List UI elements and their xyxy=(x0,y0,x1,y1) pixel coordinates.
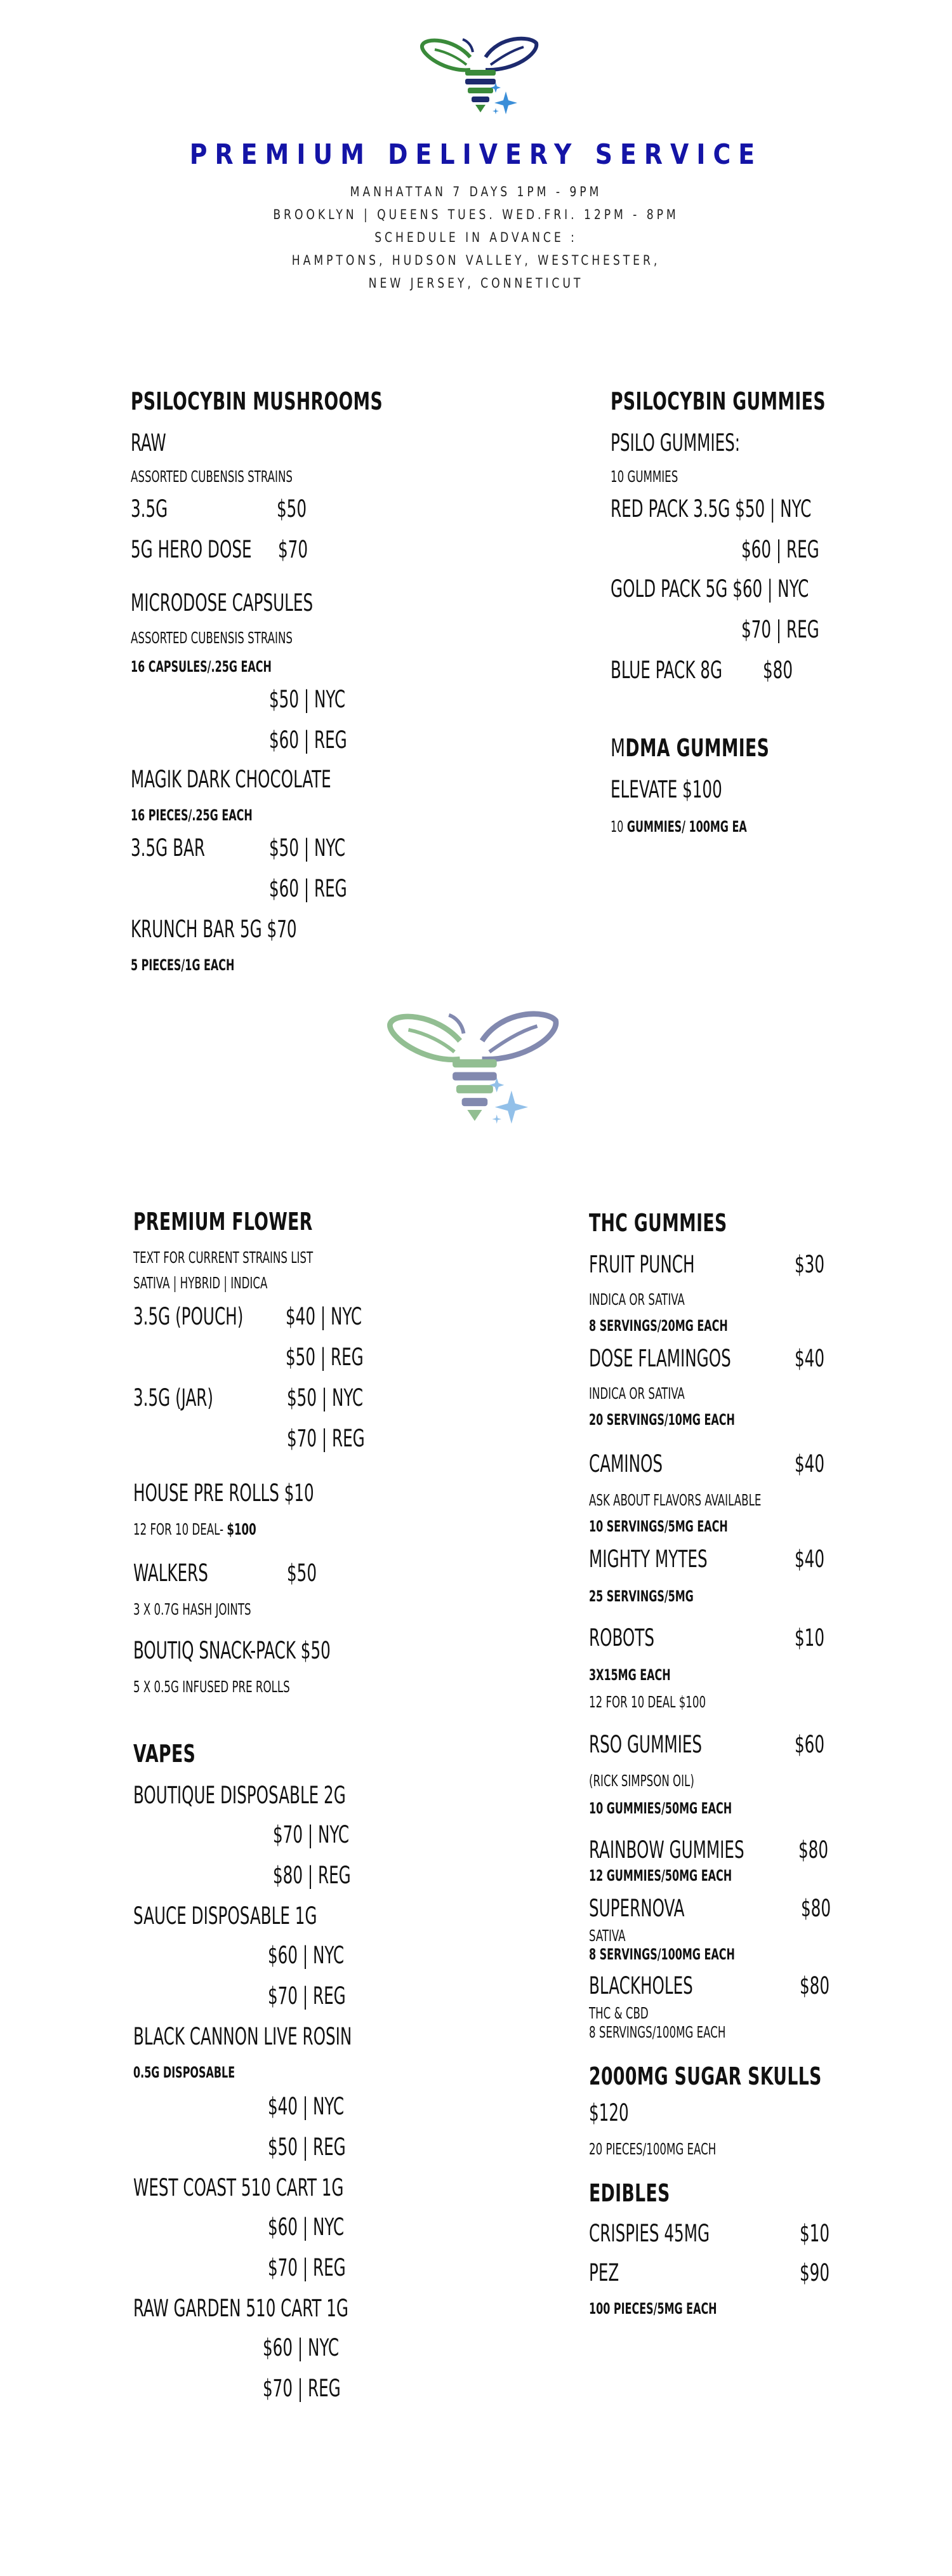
item-price: $50 | REG xyxy=(268,2133,346,2161)
item-note: 0.5G DISPOSABLE xyxy=(133,2064,235,2081)
item-name: CAMINOS xyxy=(589,1450,663,1478)
item-price: $50 xyxy=(287,1559,317,1587)
item-note: 10 GUMMIES/ 100MG EA xyxy=(611,818,747,836)
item-name: BLACKHOLES xyxy=(589,1972,693,1999)
item-note: (RICK SIMPSON OIL) xyxy=(589,1772,694,1790)
item-price: $80 xyxy=(763,657,793,684)
item-price: $30 xyxy=(795,1251,825,1278)
item-name: 3.5G BAR xyxy=(131,834,205,862)
item-note: ASSORTED CUBENSIS STRAINS xyxy=(131,629,293,647)
item-note: 8 SERVINGS/20MG EACH xyxy=(589,1317,728,1335)
page-title: PREMIUM DELIVERY SERVICE xyxy=(189,138,763,171)
section-title-flower: PREMIUM FLOWER xyxy=(133,1208,313,1236)
item-price: $50 | NYC xyxy=(269,686,346,713)
item-note: 10 SERVINGS/5MG EACH xyxy=(589,1518,728,1535)
item-note: 16 CAPSULES/.25G EACH xyxy=(131,658,272,676)
item-price: $80 xyxy=(801,1895,831,1922)
item-price: $70 | REG xyxy=(287,1425,365,1452)
item-note: 16 PIECES/.25G EACH xyxy=(131,806,253,824)
item-snack-pack: BOUTIQ SNACK-PACK $50 xyxy=(133,1637,331,1664)
item-note: 3 X 0.7G HASH JOINTS xyxy=(133,1600,251,1618)
item-note: THC & CBD xyxy=(589,2004,649,2022)
item-note: SATIVA xyxy=(589,1926,626,1945)
item-price: $80 xyxy=(800,1972,830,1999)
item-name: SUPERNOVA xyxy=(589,1895,685,1922)
item-pre-rolls: HOUSE PRE ROLLS $10 xyxy=(133,1479,314,1507)
item-name: SAUCE DISPOSABLE 1G xyxy=(133,1902,317,1930)
areas-line-1: HAMPTONS, HUDSON VALLEY, WESTCHESTER, xyxy=(291,253,661,268)
item-price: $90 xyxy=(800,2259,830,2286)
item-price: $40 xyxy=(795,1545,825,1573)
item-price: $70 | REG xyxy=(268,2254,346,2281)
item-price: $60 | REG xyxy=(269,726,347,754)
item-name: WALKERS xyxy=(133,1559,208,1587)
item-price: $60 xyxy=(795,1731,825,1758)
item-note: ASSORTED CUBENSIS STRAINS xyxy=(131,467,293,486)
item-note: INDICA OR SATIVA xyxy=(589,1384,685,1403)
item-note: 12 FOR 10 DEAL- $100 xyxy=(133,1520,256,1538)
areas-line-2: NEW JERSEY, CONNETICUT xyxy=(368,276,584,291)
item-name: WEST COAST 510 CART 1G xyxy=(133,2174,344,2201)
item-note: 20 PIECES/100MG EACH xyxy=(589,2140,717,2158)
item-price: $70 | REG xyxy=(268,1982,346,2010)
hours-brooklyn-queens: BROOKLYN | QUEENS TUES. WED.FRI. 12PM - 8PM xyxy=(273,207,679,222)
item-price: $10 xyxy=(800,2220,830,2247)
item-name: 3.5G xyxy=(131,495,168,523)
section-title-edibles: EDIBLES xyxy=(589,2179,670,2207)
section-title-thc-gummies: THC GUMMIES xyxy=(589,1209,727,1237)
item-name: RAW GARDEN 510 CART 1G xyxy=(133,2295,348,2322)
item-note: 10 GUMMIES xyxy=(611,467,678,486)
item-note: 10 GUMMIES/50MG EACH xyxy=(589,1799,732,1817)
item-price: $70 | REG xyxy=(741,616,819,643)
hours-manhattan: MANHATTAN 7 DAYS 1PM - 9PM xyxy=(350,184,602,199)
section-title-vapes: VAPES xyxy=(133,1740,196,1768)
item-elevate: ELEVATE $100 xyxy=(611,776,722,803)
item-note: 5 X 0.5G INFUSED PRE ROLLS xyxy=(133,1678,290,1696)
item-price: $50 xyxy=(277,495,307,523)
section-title-sugar-skulls: 2000MG SUGAR SKULLS xyxy=(589,2062,822,2090)
item-price: $70 | REG xyxy=(263,2375,341,2402)
item-price: $50 | REG xyxy=(286,1344,364,1371)
item-price: $60 | NYC xyxy=(263,2334,340,2361)
item-note: 20 SERVINGS/10MG EACH xyxy=(589,1411,735,1429)
item-note: 3X15MG EACH xyxy=(589,1666,671,1684)
item-name: BLUE PACK 8G xyxy=(611,657,723,684)
item-name: RAINBOW GUMMIES xyxy=(589,1836,744,1864)
item-price: $50 | NYC xyxy=(287,1384,364,1411)
schedule-note: SCHEDULE IN ADVANCE : xyxy=(374,230,578,245)
item-price: $10 xyxy=(795,1624,825,1652)
section-title-mdma: MDMA GUMMIES xyxy=(611,734,770,762)
item-microdose: MICRODOSE CAPSULES xyxy=(131,589,314,617)
item-price: $70 xyxy=(278,536,308,563)
item-gold-pack: GOLD PACK 5G $60 | NYC xyxy=(611,575,809,603)
item-note: 8 SERVINGS/100MG EACH xyxy=(589,1945,735,1963)
item-note: ASK ABOUT FLAVORS AVAILABLE xyxy=(589,1491,762,1509)
item-note: SATIVA | HYBRID | INDICA xyxy=(133,1274,268,1292)
item-note: 12 GUMMIES/50MG EACH xyxy=(589,1867,732,1885)
item-price: $60 | REG xyxy=(269,875,347,902)
item-raw: RAW xyxy=(131,429,166,457)
item-magik: MAGIK DARK CHOCOLATE xyxy=(131,766,331,793)
item-name: PEZ xyxy=(589,2259,619,2286)
item-name: 5G HERO DOSE xyxy=(131,536,252,563)
item-price: $60 | NYC xyxy=(268,2213,345,2241)
item-price: $40 | NYC xyxy=(268,2093,345,2120)
item-note: 12 FOR 10 DEAL $100 xyxy=(589,1693,706,1711)
item-price: $40 xyxy=(795,1450,825,1478)
item-price: $40 xyxy=(795,1345,825,1372)
item-note: 5 PIECES/1G EACH xyxy=(131,956,235,974)
item-note: 25 SERVINGS/5MG xyxy=(589,1587,694,1605)
bee-logo-icon xyxy=(416,33,543,119)
item-price: $60 | NYC xyxy=(268,1942,345,1969)
item-psilo-gummies: PSILO GUMMIES: xyxy=(611,429,741,457)
item-name: RSO GUMMIES xyxy=(589,1731,703,1758)
item-name: BOUTIQUE DISPOSABLE 2G xyxy=(133,1782,346,1809)
section-title-psilo-gummies: PSILOCYBIN GUMMIES xyxy=(611,387,826,415)
item-note: INDICA OR SATIVA xyxy=(589,1290,685,1309)
item-name: DOSE FLAMINGOS xyxy=(589,1345,731,1372)
item-red-pack: RED PACK 3.5G $50 | NYC xyxy=(611,495,812,523)
item-name: CRISPIES 45MG xyxy=(589,2220,710,2247)
item-price: $40 | NYC xyxy=(286,1303,362,1330)
bee-watermark-icon xyxy=(381,1004,565,1131)
item-note: 8 SERVINGS/100MG EACH xyxy=(589,2023,726,2041)
item-name: MIGHTY MYTES xyxy=(589,1545,708,1573)
item-price: $60 | REG xyxy=(741,536,819,563)
item-krunch: KRUNCH BAR 5G $70 xyxy=(131,916,297,943)
section-title-mushrooms: PSILOCYBIN MUSHROOMS xyxy=(131,387,383,415)
item-name: 3.5G (POUCH) xyxy=(133,1303,244,1330)
item-price: $50 | NYC xyxy=(269,834,346,862)
item-price: $80 | REG xyxy=(273,1862,351,1889)
item-price: $70 | NYC xyxy=(273,1821,350,1848)
item-price: $80 xyxy=(798,1836,829,1864)
item-note: 100 PIECES/5MG EACH xyxy=(589,2300,717,2318)
item-note: TEXT FOR CURRENT STRAINS LIST xyxy=(133,1248,314,1267)
item-name: FRUIT PUNCH xyxy=(589,1251,695,1278)
item-price: $120 xyxy=(589,2099,629,2126)
item-name: ROBOTS xyxy=(589,1624,654,1652)
item-name: 3.5G (JAR) xyxy=(133,1384,214,1411)
item-name: BLACK CANNON LIVE ROSIN xyxy=(133,2023,352,2050)
